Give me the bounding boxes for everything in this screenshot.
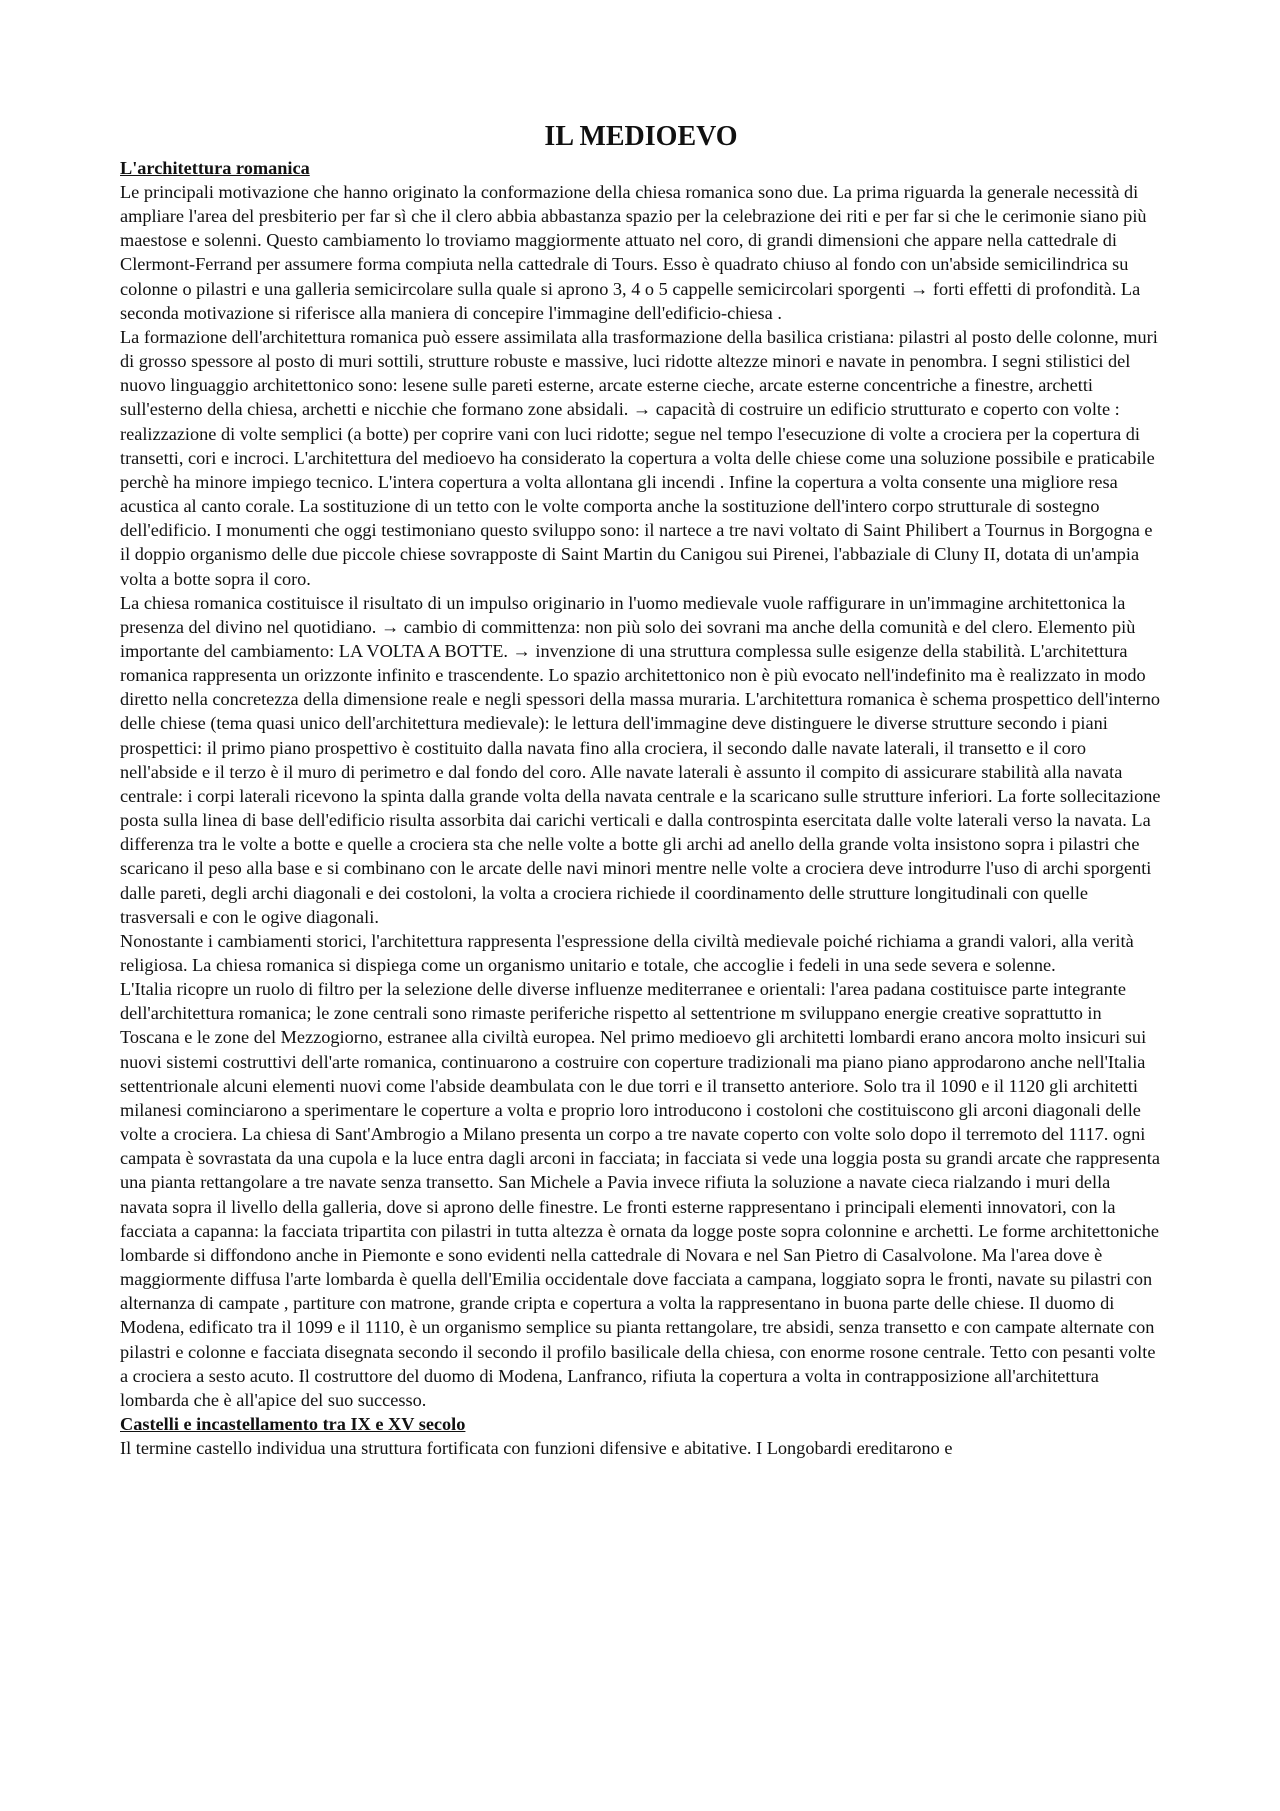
paragraph: La chiesa romanica costituisce il risultato di un impulso originario in l'uomo medievale vuole raffigurare in un'immagine architettonica la presenza del divino nel quotidiano. → cambio di committenza: non più solo dei sovrani ma anche della comunità e del clero. Elemento più importante del cambiamento: LA VOLTA A BOTTE. → invenzione di una struttura complessa sulle esigenze della stabilità. L'architettura romanica rappresenta un orizzonte infinito e trascendente. Lo spazio architettonico non è più evocato nell'indefinito ma è realizzato in modo diretto nella concretezza della dimensione reale e negli spessori della massa muraria. L'architettura romanica è schema prospettico dell'interno delle chiese (tema quasi unico dell'architettura medievale): le lettura dell'immagine deve distinguere le diverse strutture secondo i piani prospettici: il primo piano prospettivo è costituito dalla navata fino alla crociera, il secondo dalle navate laterali, il transetto e il coro nell'abside e il terzo è il muro di perimetro e dal fondo del coro. Alle navate laterali è assunto il compito di assicurare stabilità alla navata centrale: i corpi laterali ricevono la spinta dalla grande volta della navata centrale e la scaricano sulle strutture inferiori. La forte sollecitazione posta sulla linea di base dell'edificio risulta assorbita dai carichi verticali e dalla controspinta esercitata dalle volte laterali verso la navata. La differenza tra le volte a botte e quelle a crociera sta che nelle volte a botte gli archi ad anello della grande volta insistono sopra i pilastri che scaricano il peso alla base e si combinano con le arcate delle navi minori mentre nelle volte a crociera deve introdurre l'uso di archi sporgenti dalle pareti, degli archi diagonali e dei costoloni, la volta a crociera richiede il coordinamento delle strutture longitudinali con quelle trasversali e con le ogive diagonali. [120,592,1161,927]
paragraph: Le principali motivazione che hanno originato la conformazione della chiesa romanica sono due. La prima riguarda la generale necessità di ampliare l'area del presbiterio per far sì che il clero abbia abbastanza spazio per la celebrazione dei riti e per far si che le cerimonie siano più maestose e solenni. Questo cambiamento lo troviamo maggiormente attuato nel coro, di grandi dimensioni che appare nella cattedrale di Clermont-Ferrand per assumere forma compiuta nella cattedrale di Tours. Esso è quadrato chiuso al fondo con un'abside semicilindrica su colonne o pilastri e una galleria semicircolare sulla quale si aprono 3, 4 o 5 cappelle semicircolari sporgenti → forti effetti di profondità. La seconda motivazione si riferisce alla maniera di concepire l'immagine dell'edificio-chiesa . [120,182,1147,323]
section-heading: Castelli e incastellamento tra IX e XV secolo [120,1413,466,1434]
document-page [120,118,1162,1460]
paragraph: La formazione dell'architettura romanica può essere assimilata alla trasformazione della basilica cristiana: pilastri al posto delle colonne, muri di grosso spessore al posto di muri sottili, strutture robuste e massive, luci ridotte altezze minori e navate in penombra. I segni stilistici del nuovo linguaggio architettonico sono: lesene sulle pareti esterne, arcate esterne cieche, arcate esterne concentriche a finestre, archetti sull'esterno della chiesa, archetti e nicchie che formano zone absidali. → capacità di costruire un edificio strutturato e coperto con volte : realizzazione di volte semplici (a botte) per coprire vani con luci ridotte; segue nel tempo l'esecuzione di volte a crociera per la copertura di transetti, cori e incroci. L'architettura del medioevo ha considerato la copertura a volta delle chiese come una soluzione possibile e praticabile perchè ha minore impiego tecnico. L'intera copertura a volta allontana gli incendi . Infine la copertura a volta consente una migliore resa acustica al canto corale. La sostituzione di un tetto con le volte comporta anche la sostituzione dell'intero corpo strutturale di sostegno dell'edificio. I monumenti che oggi testimoniano questo sviluppo sono: il nartece a tre navi voltato di Saint Philibert a Tournus in Borgogna e il doppio organismo delle due piccole chiese sovrapposte di Saint Martin du Canigou sui Pirenei, l'abbaziale di Cluny II, dotata di un'ampia volta a botte sopra il coro. [120,326,1158,589]
section-castelli [120,1412,1162,1460]
paragraph: Il termine castello individua una struttura fortificata con funzioni difensive e abitative. I Longobardi ereditarono e [120,1437,953,1458]
paragraph: Nonostante i cambiamenti storici, l'architettura rappresenta l'espressione della civiltà medievale poiché richiama a grandi valori, alla verità religiosa. La chiesa romanica si dispiega come un organismo unitario e totale, che accoglie i fedeli in una sede severa e solenne. [120,930,1134,975]
page-title: IL MEDIOEVO [544,121,738,152]
section-heading: L'architettura romanica [120,158,310,178]
section-architettura-romanica [120,156,1162,1412]
paragraph: L'Italia ricopre un ruolo di filtro per la selezione delle diverse influenze mediterranee e orientali: l'area padana costituisce parte integrante dell'architettura romanica; le zone centrali sono rimaste periferiche rispetto al settentrione m sviluppano energie creative soprattutto in Toscana e le zone del Mezzogiorno, estranee alla civiltà europea. Nel primo medioevo gli architetti lombardi erano ancora molto insicuri sui nuovi sistemi costruttivi dell'arte romanica, continuarono a costruire con coperture tradizionali ma piano piano approdarono anche nell'Italia settentrionale alcuni elementi nuovi come l'abside deambulata con le due torri e il transetto anteriore. Solo tra il 1090 e il 1120 gli architetti milanesi cominciarono a sperimentare le coperture a volta e proprio loro introducono i costoloni che costituiscono gli arconi diagonali delle volte a crociera. La chiesa di Sant'Ambrogio a Milano presenta un corpo a tre navate coperto con volte solo dopo il terremoto del 1117. ogni campata è sovrastata da una cupola e la luce entra dagli arconi in facciata; in facciata si vede una loggia posta su grandi arcate che rappresenta una pianta rettangolare a tre navate senza transetto. San Michele a Pavia invece rifiuta la soluzione a navate cieca rialzando i muri della navata sopra il livello della galleria, dove si aprono delle finestre. Le fronti esterne rappresentano i principali elementi innovatori, con la facciata a capanna: la facciata tripartita con pilastri in tutta altezza è ornata da logge poste sopra colonnine e archetti. Le forme architettoniche lombarde si diffondono anche in Piemonte e sono evidenti nella cattedrale di Novara e nel San Pietro di Casalvolone. Ma l'area dove è maggiormente diffusa l'arte lombarda è quella dell'Emilia occidentale dove facciata a campana, loggiato sopra le fronti, navate su pilastri con alternanza di campate , partiture con matrone, grande cripta e copertura a volta la rappresentano in buona parte delle chiese. Il duomo di Modena, edificato tra il 1099 e il 1110, è un organismo semplice su pianta rettangolare, tre absidi, senza transetto e con campate alternate con pilastri e colonne e facciata disegnata secondo il secondo il profilo basilicale della chiesa, con enorme rosone centrale. Tetto con pesanti volte a crociera a sesto acuto. Il costruttore del duomo di Modena, Lanfranco, rifiuta la copertura a volta in contrapposizione all'architettura lombarda che è all'apice del suo successo. [120,979,1160,1410]
